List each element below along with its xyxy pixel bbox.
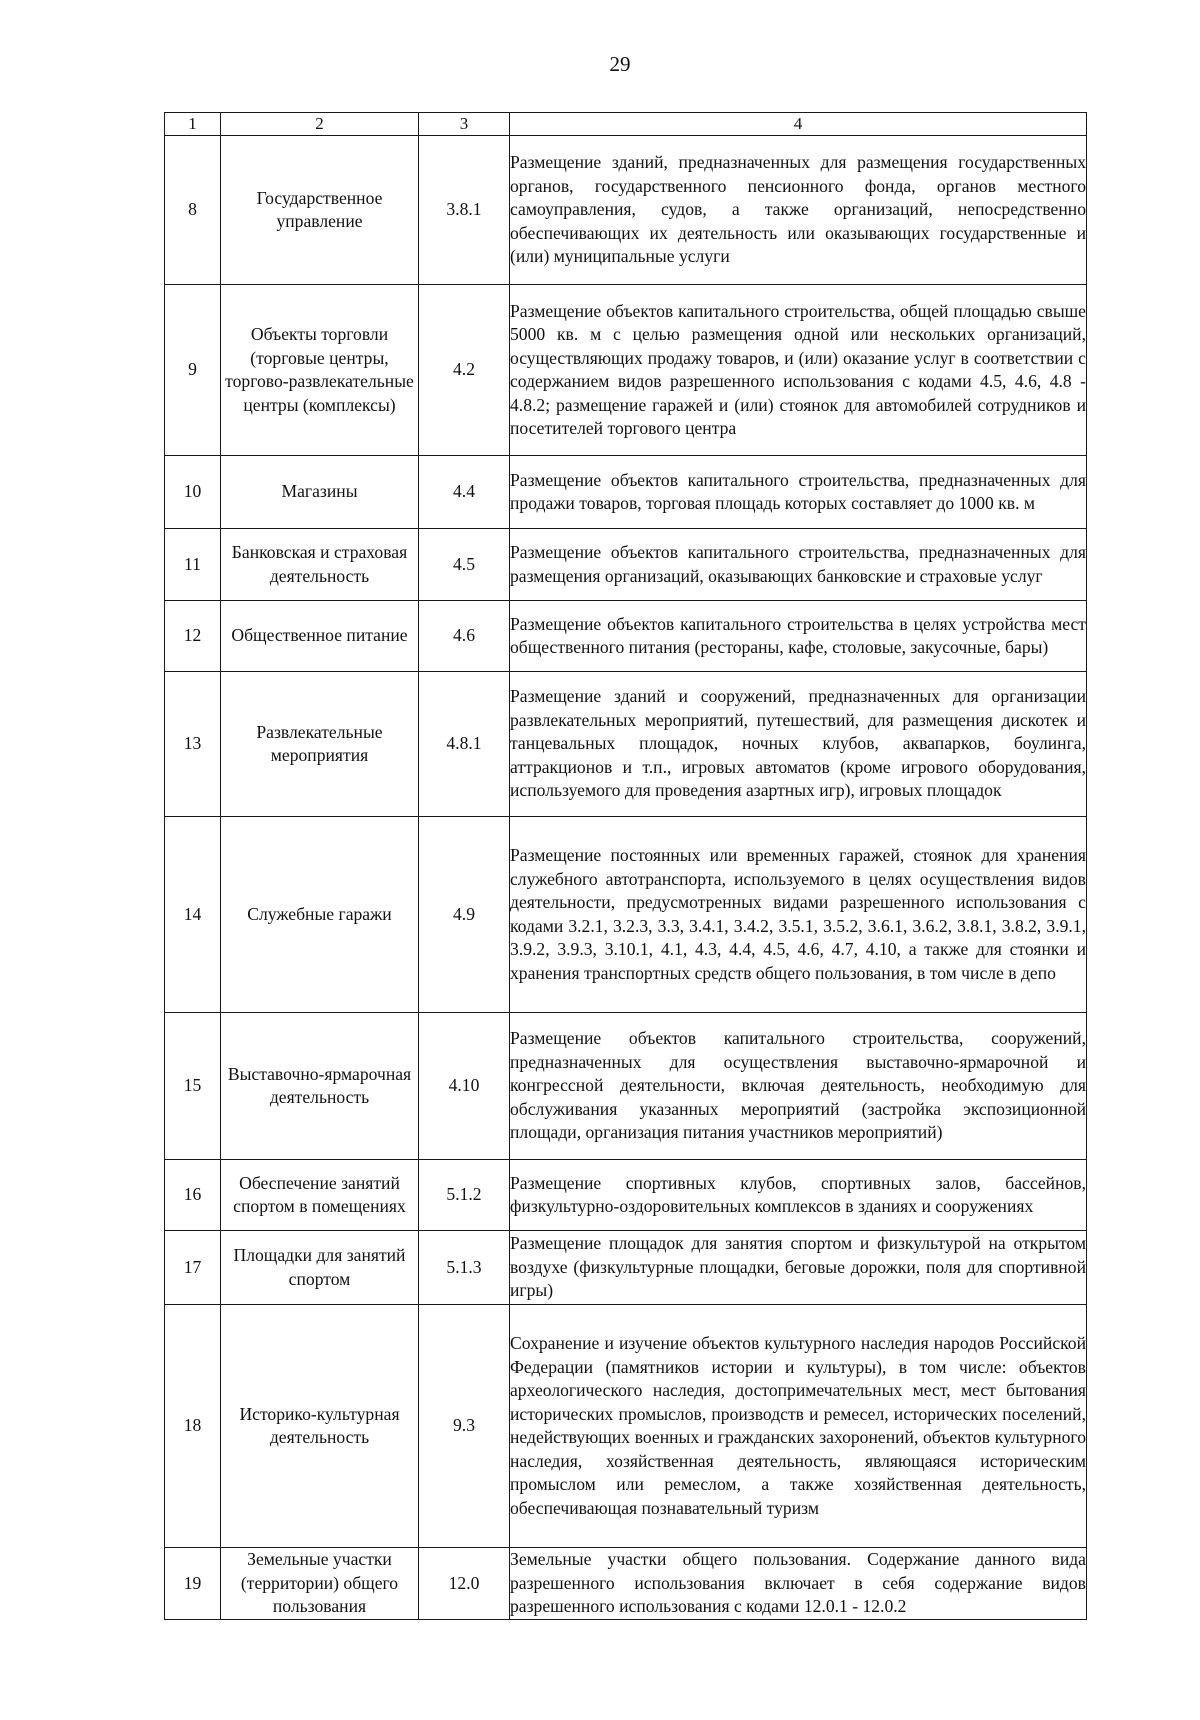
table-header-row — [165, 113, 1087, 136]
table-row — [165, 529, 1087, 601]
use-type-description: Размещение объектов капитального строительства, предназначенных для продажи товаров, торговая площадь которых составляет до 1000 кв. м — [510, 456, 1087, 529]
row-number: 14 — [165, 817, 221, 1013]
use-type-description: Размещение объектов капитального строительства, общей площадью свыше 5000 кв. м с целью размещения одной или нескольких организаций, осуществляющих продажу товаров, и (или) оказание услуг в соответствии с содержанием видов разрешенного использования с кодами 4.5, 4.6, 4.8 - 4.8.2; размещение гаражей и (или) стоянок для автомобилей сотрудников и посетителей торгового центра — [510, 285, 1087, 456]
use-type-name: Земельные участки (территории) общего пользования — [221, 1548, 419, 1620]
use-type-name: Государственное управление — [221, 136, 419, 285]
use-type-code: 4.2 — [419, 285, 510, 456]
table-row — [165, 136, 1087, 285]
table-row — [165, 456, 1087, 529]
use-type-description: Размещение зданий, предназначенных для размещения государственных органов, государственного пенсионного фонда, органов местного самоуправления, судов, а также организаций, непосредственно обеспечивающих их деятельность или оказывающих государственные и (или) муниципальные услуги — [510, 136, 1087, 285]
header-cell-4: 4 — [510, 113, 1087, 136]
page-number: 29 — [609, 52, 631, 76]
row-number: 15 — [165, 1013, 221, 1160]
use-type-name: Площадки для занятий спортом — [221, 1231, 419, 1305]
use-type-name: Магазины — [221, 456, 419, 529]
row-number: 17 — [165, 1231, 221, 1305]
row-number: 13 — [165, 672, 221, 817]
use-type-description: Земельные участки общего пользования. Содержание данного вида разрешенного использования включает в себя содержание видов разрешенного использования с кодами 12.0.1 - 12.0.2 — [510, 1548, 1087, 1620]
row-number: 12 — [165, 601, 221, 672]
use-type-name: Служебные гаражи — [221, 817, 419, 1013]
table-row — [165, 1305, 1087, 1548]
row-number: 11 — [165, 529, 221, 601]
use-type-code: 5.1.3 — [419, 1231, 510, 1305]
use-type-name: Обеспечение занятий спортом в помещениях — [221, 1160, 419, 1231]
row-number: 10 — [165, 456, 221, 529]
table-row — [165, 1231, 1087, 1305]
row-number: 19 — [165, 1548, 221, 1620]
use-type-code: 4.6 — [419, 601, 510, 672]
use-type-code: 4.9 — [419, 817, 510, 1013]
use-type-code: 12.0 — [419, 1548, 510, 1620]
row-number: 18 — [165, 1305, 221, 1548]
table-row — [165, 1160, 1087, 1231]
use-type-description: Размещение постоянных или временных гаражей, стоянок для хранения служебного автотранспорта, используемого в целях осуществления видов деятельности, предусмотренных видами разрешенного использования с кодами 3.2.1, 3.2.3, 3.3, 3.4.1, 3.4.2, 3.5.1, 3.5.2, 3.6.1, 3.6.2, 3.8.1, 3.8.2, 3.9.1, 3.9.2, 3.9.3, 3.10.1, 4.1, 4.3, 4.4, 4.5, 4.6, 4.7, 4.10, а также для стоянки и хранения транспортных средств общего пользования, в том числе в депо — [510, 817, 1087, 1013]
use-type-code: 4.8.1 — [419, 672, 510, 817]
table-row — [165, 1013, 1087, 1160]
use-type-description: Размещение объектов капитального строительства в целях устройства мест общественного питания (рестораны, кафе, столовые, закусочные, бары) — [510, 601, 1087, 672]
use-type-code: 4.5 — [419, 529, 510, 601]
use-type-description: Размещение зданий и сооружений, предназначенных для организации развлекательных мероприятий, путешествий, для размещения дискотек и танцевальных площадок, ночных клубов, аквапарков, боулинга, аттракционов и т.п., игровых автоматов (кроме игрового оборудования, используемого для проведения азартных игр), игровых площадок — [510, 672, 1087, 817]
use-type-description: Размещение объектов капитального строительства, сооружений, предназначенных для осуществления выставочно-ярмарочной и конгрессной деятельности, включая деятельность, необходимую для обслуживания указанных мероприятий (застройка экспозиционной площади, организация питания участников мероприятий) — [510, 1013, 1087, 1160]
table-row — [165, 817, 1087, 1013]
use-type-description: Размещение площадок для занятия спортом и физкультурой на открытом воздухе (физкультурные площадки, беговые дорожки, поля для спортивной игры) — [510, 1231, 1087, 1305]
table-row — [165, 601, 1087, 672]
land-use-table — [164, 112, 1087, 1620]
use-type-code: 3.8.1 — [419, 136, 510, 285]
row-number: 16 — [165, 1160, 221, 1231]
table-row — [165, 672, 1087, 817]
row-number: 9 — [165, 285, 221, 456]
use-type-description: Сохранение и изучение объектов культурного наследия народов Российской Федерации (памятников истории и культуры), в том числе: объектов археологического наследия, достопримечательных мест, мест бытования исторических промыслов, производств и ремесел, исторических поселений, недействующих военных и гражданских захоронений, объектов культурного наследия, хозяйственная деятельность, являющаяся историческим промыслом или ремеслом, а также хозяйственная деятельность, обеспечивающая познавательный туризм — [510, 1305, 1087, 1548]
header-cell-2: 2 — [221, 113, 419, 136]
use-type-name: Историко-культурная деятельность — [221, 1305, 419, 1548]
use-type-name: Развлекательные мероприятия — [221, 672, 419, 817]
use-type-name: Общественное питание — [221, 601, 419, 672]
use-type-name: Выставочно-ярмарочная деятельность — [221, 1013, 419, 1160]
row-number: 8 — [165, 136, 221, 285]
use-type-code: 4.4 — [419, 456, 510, 529]
header-cell-3: 3 — [419, 113, 510, 136]
use-type-description: Размещение спортивных клубов, спортивных залов, бассейнов, физкультурно-оздоровительных комплексов в зданиях и сооружениях — [510, 1160, 1087, 1231]
table-row — [165, 1548, 1087, 1620]
use-type-name: Банковская и страховая деятельность — [221, 529, 419, 601]
use-type-description: Размещение объектов капитального строительства, предназначенных для размещения организаций, оказывающих банковские и страховые услуг — [510, 529, 1087, 601]
use-type-name: Объекты торговли (торговые центры, торгово-развлекательные центры (комплексы) — [221, 285, 419, 456]
use-type-code: 5.1.2 — [419, 1160, 510, 1231]
use-type-code: 4.10 — [419, 1013, 510, 1160]
use-type-code: 9.3 — [419, 1305, 510, 1548]
header-cell-1: 1 — [165, 113, 221, 136]
table-row — [165, 285, 1087, 456]
